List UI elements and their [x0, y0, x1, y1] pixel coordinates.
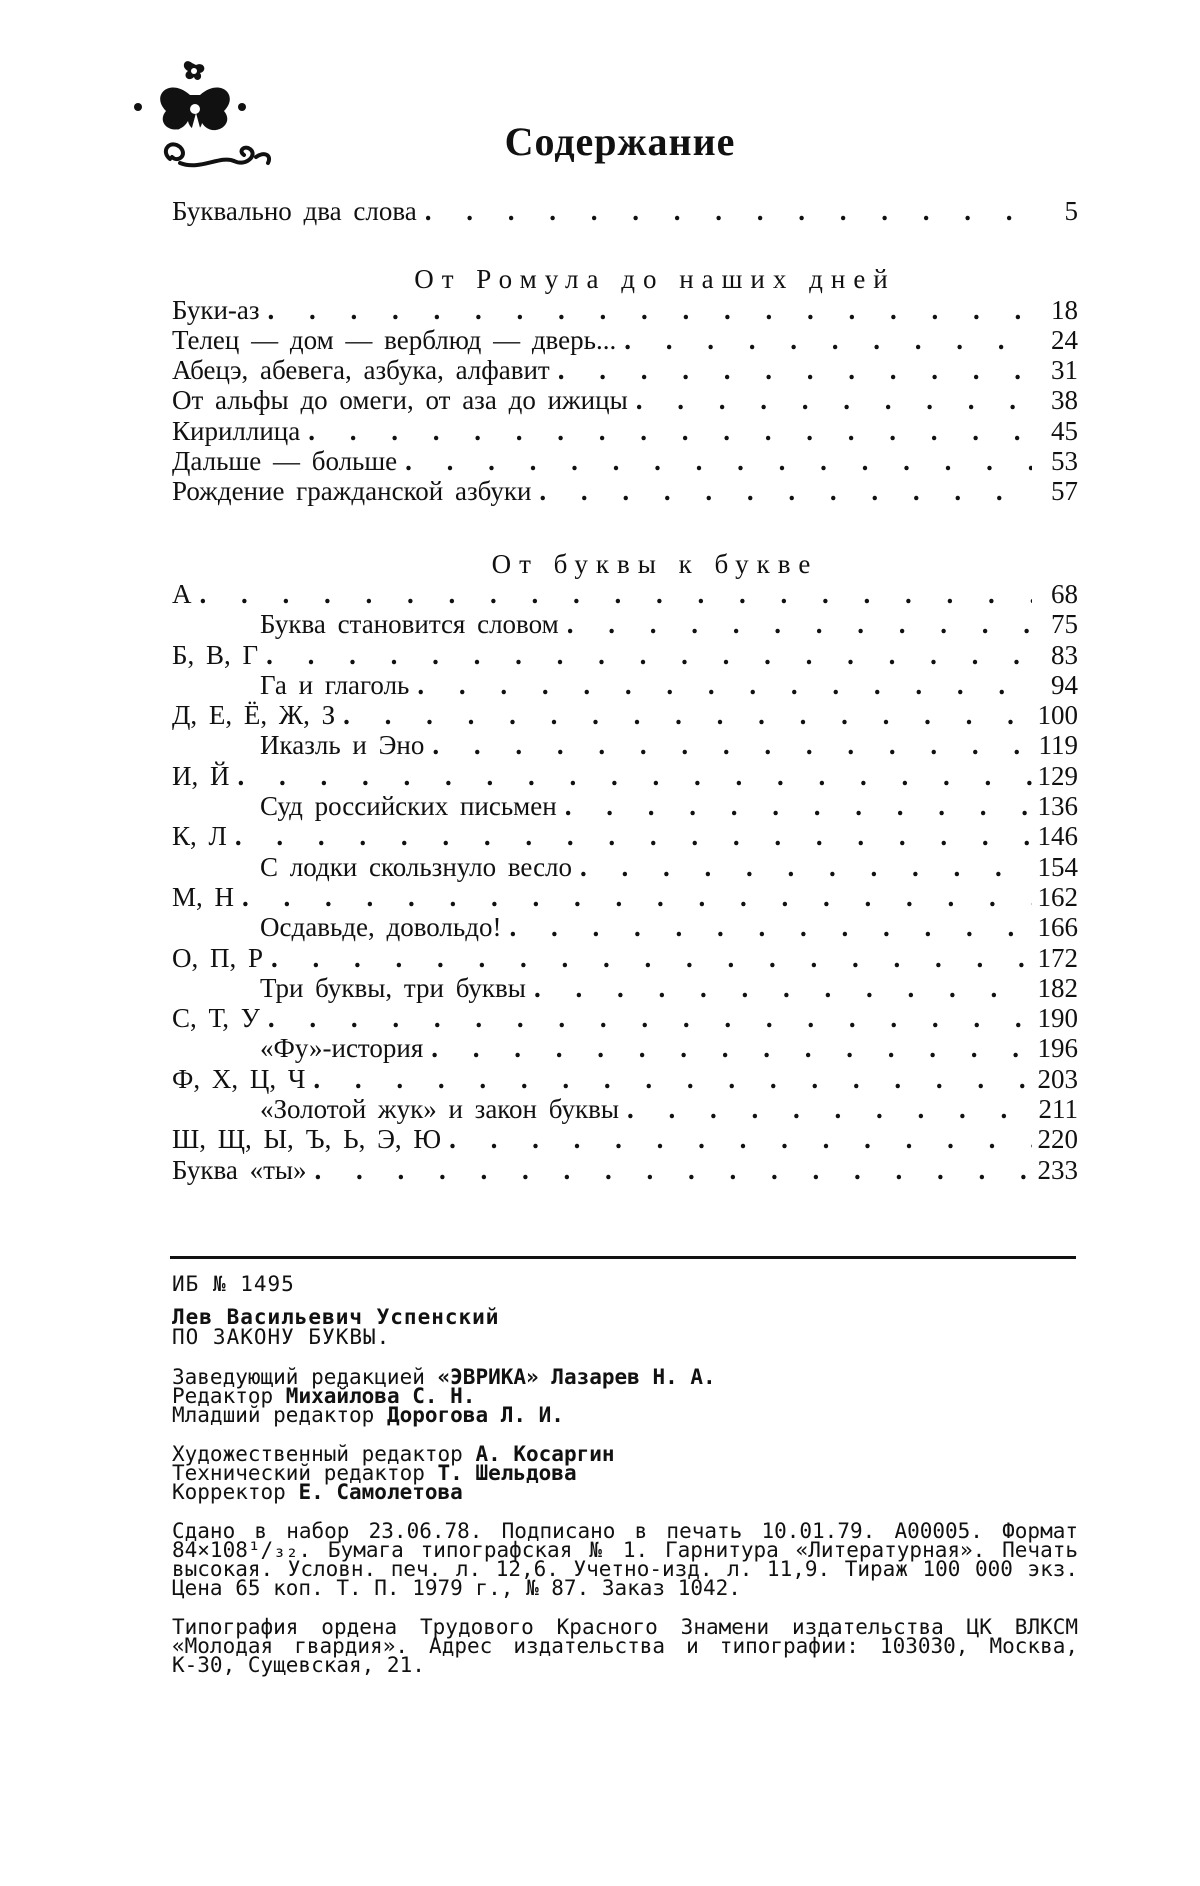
imprint-staff-line: [172, 1402, 1078, 1427]
toc-entry-page: 18: [1051, 294, 1078, 325]
toc-dot-leader: [432, 730, 1032, 760]
toc-entry: [172, 1033, 1078, 1063]
toc-entry-label: От альфы до омеги, от аза до ижицы: [172, 385, 628, 416]
imprint-author: Лев Васильевич Успенский: [172, 1304, 500, 1329]
toc-entry: [172, 609, 1078, 639]
imprint-staff-name: Михайлова С. Н.: [285, 1383, 476, 1408]
toc-entry-page: 162: [1037, 881, 1078, 912]
toc-entry-page: 196: [1037, 1033, 1078, 1064]
imprint-print-details: Сдано в набор 23.06.78. Подписано в печать 10.01.79. А00005. Формат 84×108¹/₃₂. Бумага типографская № 1. Гарнитура «Литературная». Печать высокая. Условн. печ. л. 12,6. Учетно-изд. л. 11,9. Тираж 100 000 экз. Цена 65 коп. Т. П. 1979 г., № 87. Заказ 1042.: [172, 1518, 1078, 1600]
page-title: Содержание: [504, 119, 736, 164]
toc-entry: [172, 943, 1078, 973]
toc-dot-leader: [539, 476, 1032, 506]
toc-dot-leader: [238, 761, 1032, 791]
toc-entry: [172, 730, 1078, 760]
toc-entry-label: С лодки скользнуло весло: [260, 851, 573, 882]
toc-entry-label: С, Т, У: [172, 1003, 260, 1034]
toc-entry: [172, 1094, 1078, 1124]
toc-entry-page: 83: [1051, 639, 1078, 670]
toc-entry: [172, 1064, 1078, 1094]
toc-entry-page: 45: [1051, 415, 1078, 446]
toc-dot-leader: [425, 196, 1032, 226]
toc-entry-label: Буки-аз: [172, 294, 260, 325]
toc-dot-leader: [636, 385, 1032, 415]
imprint-staff-role: Редактор: [172, 1383, 286, 1408]
toc-entry-label: Ш, Щ, Ы, Ъ, Ь, Э, Ю: [172, 1124, 442, 1155]
toc-entry-label: Абецэ, абевега, азбука, алфавит: [172, 355, 550, 386]
toc-dot-leader: [200, 579, 1033, 609]
toc-entry: [172, 446, 1078, 476]
toc-entry-label: Телец — дом — верблюд — дверь...: [172, 324, 617, 355]
toc-dot-leader: [242, 882, 1031, 912]
toc-dot-leader: [343, 700, 1031, 730]
imprint-staff-role: Художественный редактор: [172, 1441, 476, 1466]
toc-dot-leader: [235, 821, 1032, 851]
toc-entry: [172, 385, 1078, 415]
toc-dot-leader: [313, 1064, 1031, 1094]
imprint-staff-role: Корректор: [172, 1479, 299, 1504]
imprint-block: [172, 1274, 1078, 1695]
toc-entry-page: 136: [1037, 791, 1078, 822]
toc-dot-leader: [449, 1124, 1031, 1154]
imprint-staff-name: «ЭВРИКА» Лазарев Н. А.: [437, 1364, 716, 1389]
toc-dot-leader: [268, 295, 1032, 325]
toc-dot-leader: [567, 609, 1032, 639]
toc-entry-label: Осдавьде, довольдо!: [260, 912, 502, 943]
imprint-production-staff: [172, 1441, 1078, 1504]
toc-entry-page: 38: [1051, 385, 1078, 416]
toc-entry-page: 233: [1037, 1154, 1078, 1185]
toc-dot-leader: [580, 852, 1031, 882]
toc-section-heading: От буквы к букве: [491, 548, 819, 579]
toc-entry-page: 220: [1037, 1124, 1078, 1155]
toc-entry-page: 68: [1051, 578, 1078, 609]
toc-section-heading: От Ромула до наших дней: [414, 264, 896, 295]
toc-entry: [172, 196, 1078, 226]
toc-entry-label: Суд российских письмен: [260, 791, 557, 822]
imprint-staff-name: Е. Самолетова: [298, 1479, 463, 1504]
toc-dot-leader: [624, 325, 1032, 355]
toc-entry: [172, 355, 1078, 385]
toc-entry: [172, 416, 1078, 446]
toc-entry-page: 94: [1051, 669, 1078, 700]
toc-entry: [172, 1124, 1078, 1154]
toc-dot-leader: [315, 1155, 1032, 1185]
toc-entry: [172, 325, 1078, 355]
toc-entry-page: 172: [1037, 942, 1078, 973]
toc-entry: [172, 761, 1078, 791]
toc-entry-label: Буква «ты»: [172, 1154, 307, 1185]
toc-entry-label: Дальше — больше: [172, 446, 398, 477]
toc-entry-page: 100: [1037, 700, 1078, 731]
toc-dot-leader: [509, 912, 1031, 942]
toc-entry-page: 154: [1037, 851, 1078, 882]
imprint-staff-name: А. Косаргин: [475, 1441, 615, 1466]
toc-dot-leader: [431, 1033, 1031, 1063]
toc-dot-leader: [268, 1003, 1032, 1033]
imprint-staff-name: Дорогова Л. И.: [386, 1402, 564, 1427]
toc-entry: [172, 821, 1078, 851]
toc-dot-leader: [558, 355, 1032, 385]
toc-dot-leader: [308, 416, 1032, 446]
toc-dot-leader: [405, 446, 1032, 476]
toc-dot-leader: [627, 1094, 1032, 1124]
toc-dot-leader: [565, 791, 1032, 821]
toc-entry-label: О, П, Р: [172, 942, 264, 973]
toc-entry-page: 166: [1037, 912, 1078, 943]
imprint-staff-name: Т. Шельдова: [437, 1460, 577, 1485]
toc-entry-page: 182: [1037, 972, 1078, 1003]
imprint-staff-line: [172, 1479, 1078, 1504]
toc-dot-leader: [534, 973, 1032, 1003]
imprint-book-title: ПО ЗАКОНУ БУКВЫ.: [172, 1325, 391, 1349]
toc-entry-label: Буквально два слова: [172, 196, 417, 226]
toc-entry-label: К, Л: [172, 821, 227, 852]
imprint-editorial-staff: [172, 1364, 1078, 1427]
table-of-contents: [172, 196, 1078, 1185]
toc-entry: [172, 640, 1078, 670]
divider-rule: [170, 1256, 1076, 1259]
toc-entry-label: Три буквы, три буквы: [260, 972, 526, 1003]
toc-entry-label: Кириллица: [172, 415, 301, 446]
toc-entry: [172, 700, 1078, 730]
toc-entry-label: Га и глаголь: [260, 669, 410, 700]
toc-entry-label: Ф, Х, Ц, Ч: [172, 1063, 306, 1094]
toc-entry: [172, 295, 1078, 325]
toc-entry-page: 146: [1037, 821, 1078, 852]
toc-entry: [172, 476, 1078, 506]
toc-dot-leader: [417, 670, 1032, 700]
toc-entry-label: «Золотой жук» и закон буквы: [260, 1094, 619, 1125]
toc-entry: [172, 973, 1078, 1003]
toc-dot-leader: [271, 943, 1031, 973]
toc-entry: [172, 882, 1078, 912]
toc-entry-label: «Фу»-история: [260, 1033, 424, 1064]
toc-entry-page: 190: [1037, 1003, 1078, 1034]
toc-entry: [172, 912, 1078, 942]
toc-entry-page: 75: [1051, 609, 1078, 640]
toc-entry-label: Иказль и Эно: [260, 730, 425, 761]
toc-entry: [172, 791, 1078, 821]
toc-entry-label: А: [172, 578, 192, 609]
toc-entry-label: Буква становится словом: [260, 609, 559, 640]
toc-entry-page: 31: [1051, 355, 1078, 386]
toc-entry-page: 53: [1051, 446, 1078, 477]
toc-entry-page: 5: [1064, 196, 1078, 226]
toc-entry-page: 24: [1051, 324, 1078, 355]
toc-entry: [172, 579, 1078, 609]
imprint-staff-role: Младший редактор: [172, 1402, 387, 1427]
toc-entry-label: М, Н: [172, 881, 235, 912]
toc-entry-label: Д, Е, Ё, Ж, З: [172, 700, 336, 731]
imprint-ib-number: ИБ № 1495: [172, 1272, 295, 1296]
toc-entry-page: 211: [1038, 1094, 1078, 1125]
toc-entry: [172, 852, 1078, 882]
toc-entry-label: Б, В, Г: [172, 639, 259, 670]
toc-dot-leader: [266, 640, 1032, 670]
toc-entry-page: 129: [1037, 760, 1078, 791]
imprint-staff-role: Заведующий редакцией: [172, 1364, 438, 1389]
toc-entry-page: 57: [1051, 476, 1078, 507]
imprint-printer: Типография ордена Трудового Красного Знамени издательства ЦК ВЛКСМ «Молодая гвардия». Адрес издательства и типографии: 103030, Москва, К-30, Сущевская, 21.: [172, 1614, 1078, 1677]
toc-entry: [172, 1003, 1078, 1033]
toc-entry: [172, 670, 1078, 700]
toc-entry-label: И, Й: [172, 760, 230, 791]
toc-entry-label: Рождение гражданской азбуки: [172, 476, 532, 507]
toc-entry-page: 203: [1037, 1063, 1078, 1094]
toc-entry: [172, 1155, 1078, 1185]
imprint-staff-role: Технический редактор: [172, 1460, 438, 1485]
toc-entry-page: 119: [1038, 730, 1078, 761]
